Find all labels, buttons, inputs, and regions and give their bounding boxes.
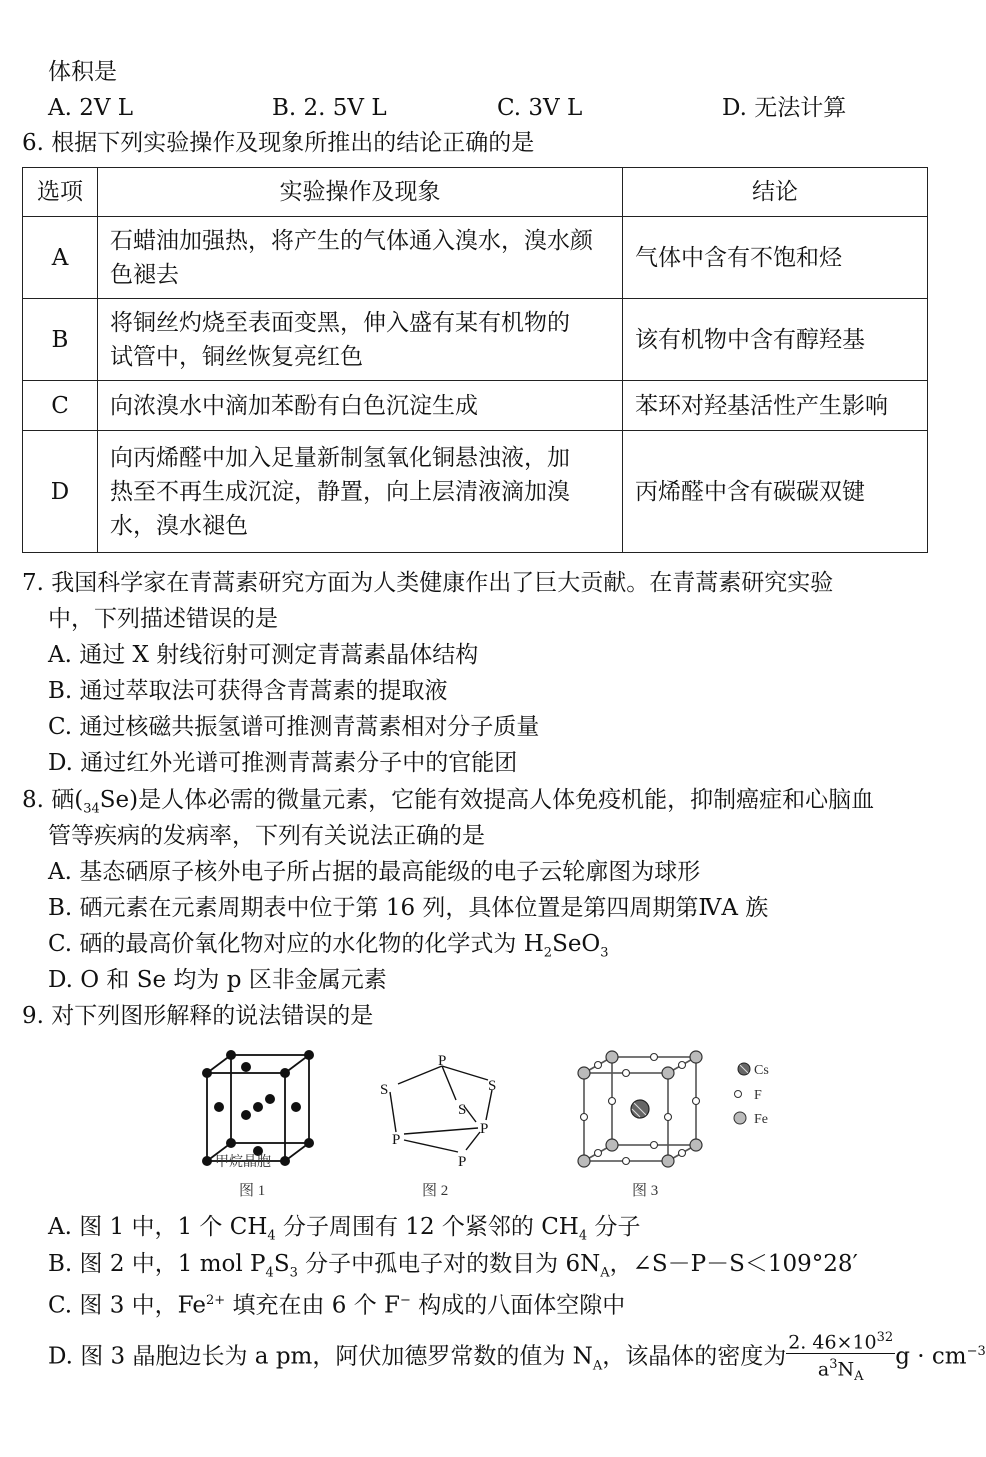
table-row (23, 381, 928, 431)
row-operation (98, 217, 623, 299)
q8-stem-line2: 管等疾病的发病率，下列有关说法正确的是 (48, 823, 485, 849)
q6-table (22, 167, 928, 553)
table-row (23, 299, 928, 381)
q5-stem-tail: 体积是 (48, 59, 117, 85)
q8-stem-line1: 8. 硒$(_{34}Se)$是人体必需的微量元素，它能有效提高人体免疫机能，抑制癌症和心脑血 (22, 787, 875, 817)
svg-text:P: P (480, 1121, 489, 1137)
q9-option-a: A. 图 1 中，1 个 $CH_4$ 分子周围有 12 个紧邻的 $CH_4$ 分子 (48, 1214, 641, 1244)
q5-option-d: D. 无法计算 (722, 95, 847, 121)
figure-2-p4s3-molecule (370, 1048, 510, 1200)
q9-stem: 9. 对下列图形解释的说法错误的是 (22, 1003, 374, 1029)
q9-option-b: B. 图 2 中，1 mol $P_4S_3$ 分子中孤电子对的数目为 $6N_A$，∠S－P－S＜109°28′ (48, 1251, 858, 1281)
row-option: B (23, 299, 98, 381)
row-option: C (23, 381, 98, 431)
row-operation: 向浓溴水中滴加苯酚有白色沉淀生成 (98, 381, 623, 431)
figure-2-caption: 图 2 (422, 1183, 449, 1199)
table-row (23, 217, 928, 299)
q7-option-c: C. 通过核磁共振氢谱可推测青蒿素相对分子质量 (48, 714, 540, 740)
figure-1-label: 甲烷晶胞 (215, 1153, 271, 1169)
q7-option-a: A. 通过 X 射线衍射可测定青蒿素晶体结构 (48, 642, 479, 668)
row-conclusion: 丙烯醛中含有碳碳双键 (623, 431, 928, 553)
svg-text:P: P (438, 1053, 447, 1069)
operation-line: 将铜丝灼烧至表面变黑，伸入盛有某有机物的 (110, 309, 570, 336)
q8-option-d: D. O 和 Se 均为 p 区非金属元素 (48, 967, 387, 993)
row-conclusion: 苯环对羟基活性产生影响 (623, 381, 928, 431)
q5-option-a: A. 2V L (48, 95, 134, 121)
operation-line: 石蜡油加强热，将产生的气体通入溴水，溴水颜 (110, 227, 593, 254)
svg-text:P: P (392, 1132, 401, 1148)
operation-line: 向丙烯醛中加入足量新制氢氧化铜悬浊液，加 (110, 444, 570, 471)
density-fraction (786, 1327, 895, 1388)
q5-option-c: C. 3V L (497, 95, 583, 121)
q9-option-c: C. 图 3 中，$Fe^{2+}$ 填充在由 6 个 F− 构成的八面体空隙中 (48, 1292, 626, 1319)
operation-line: 热至不再生成沉淀，静置，向上层清液滴加溴 (110, 478, 570, 505)
legend-f: F (754, 1088, 762, 1103)
q7-stem-line2: 中，下列描述错误的是 (48, 606, 278, 632)
q8-option-b: B. 硒元素在元素周期表中位于第 16 列，具体位置是第四周期第ⅣA 族 (48, 895, 769, 921)
row-conclusion: 气体中含有不饱和烃 (623, 217, 928, 299)
header-operation: 实验操作及现象 (98, 168, 623, 217)
row-option: A (23, 217, 98, 299)
figure-3-unit-cell (572, 1045, 792, 1200)
legend-cs: Cs (754, 1063, 769, 1078)
figure-1-methane-cell (195, 1045, 325, 1200)
q7-option-b: B. 通过萃取法可获得含青蒿素的提取液 (48, 678, 448, 704)
figure-3-caption: 图 3 (632, 1183, 659, 1199)
header-option: 选项 (23, 168, 98, 217)
header-conclusion: 结论 (623, 168, 928, 217)
table-header-row (23, 168, 928, 217)
row-operation (98, 431, 623, 553)
q8-option-c: C. 硒的最高价氧化物对应的水化物的化学式为 $H_2SeO_3$ (48, 931, 609, 961)
operation-line: 水，溴水褪色 (110, 512, 248, 539)
table-row (23, 431, 928, 553)
q7-option-d: D. 通过红外光谱可推测青蒿素分子中的官能团 (48, 750, 518, 776)
q7-stem-line1: 7. 我国科学家在青蒿素研究方面为人类健康作出了巨大贡献。在青蒿素研究实验 (22, 570, 834, 596)
q8-option-a: A. 基态硒原子核外电子所占据的最高能级的电子云轮廓图为球形 (48, 859, 701, 885)
operation-line: 试管中，铜丝恢复亮红色 (110, 343, 363, 370)
q5-option-b: B. 2. 5V L (272, 95, 387, 121)
q6-stem: 6. 根据下列实验操作及现象所推出的结论正确的是 (22, 130, 535, 156)
row-conclusion: 该有机物中含有醇羟基 (623, 299, 928, 381)
row-option: D (23, 431, 98, 553)
q9-option-d: D. 图 3 晶胞边长为 a pm，阿伏加德罗常数的值为 $N_A$，该晶体的密度为 $\frac{2. 46\times 10^{32}}{a^3N_A}$ $g \cdot cm^{-3}$ (48, 1326, 986, 1392)
legend-fe: Fe (754, 1112, 768, 1127)
fraction-numerator: 2. $46\times 10^{32}$ (786, 1327, 895, 1354)
svg-text:S: S (458, 1102, 467, 1118)
svg-text:P: P (458, 1154, 467, 1170)
svg-text:S: S (380, 1082, 389, 1098)
operation-line: 色褪去 (110, 261, 179, 288)
row-operation (98, 299, 623, 381)
figure-1-caption: 图 1 (239, 1183, 266, 1199)
fraction-denominator: $a^3N_A$ (817, 1357, 864, 1385)
svg-text:S: S (488, 1078, 497, 1094)
